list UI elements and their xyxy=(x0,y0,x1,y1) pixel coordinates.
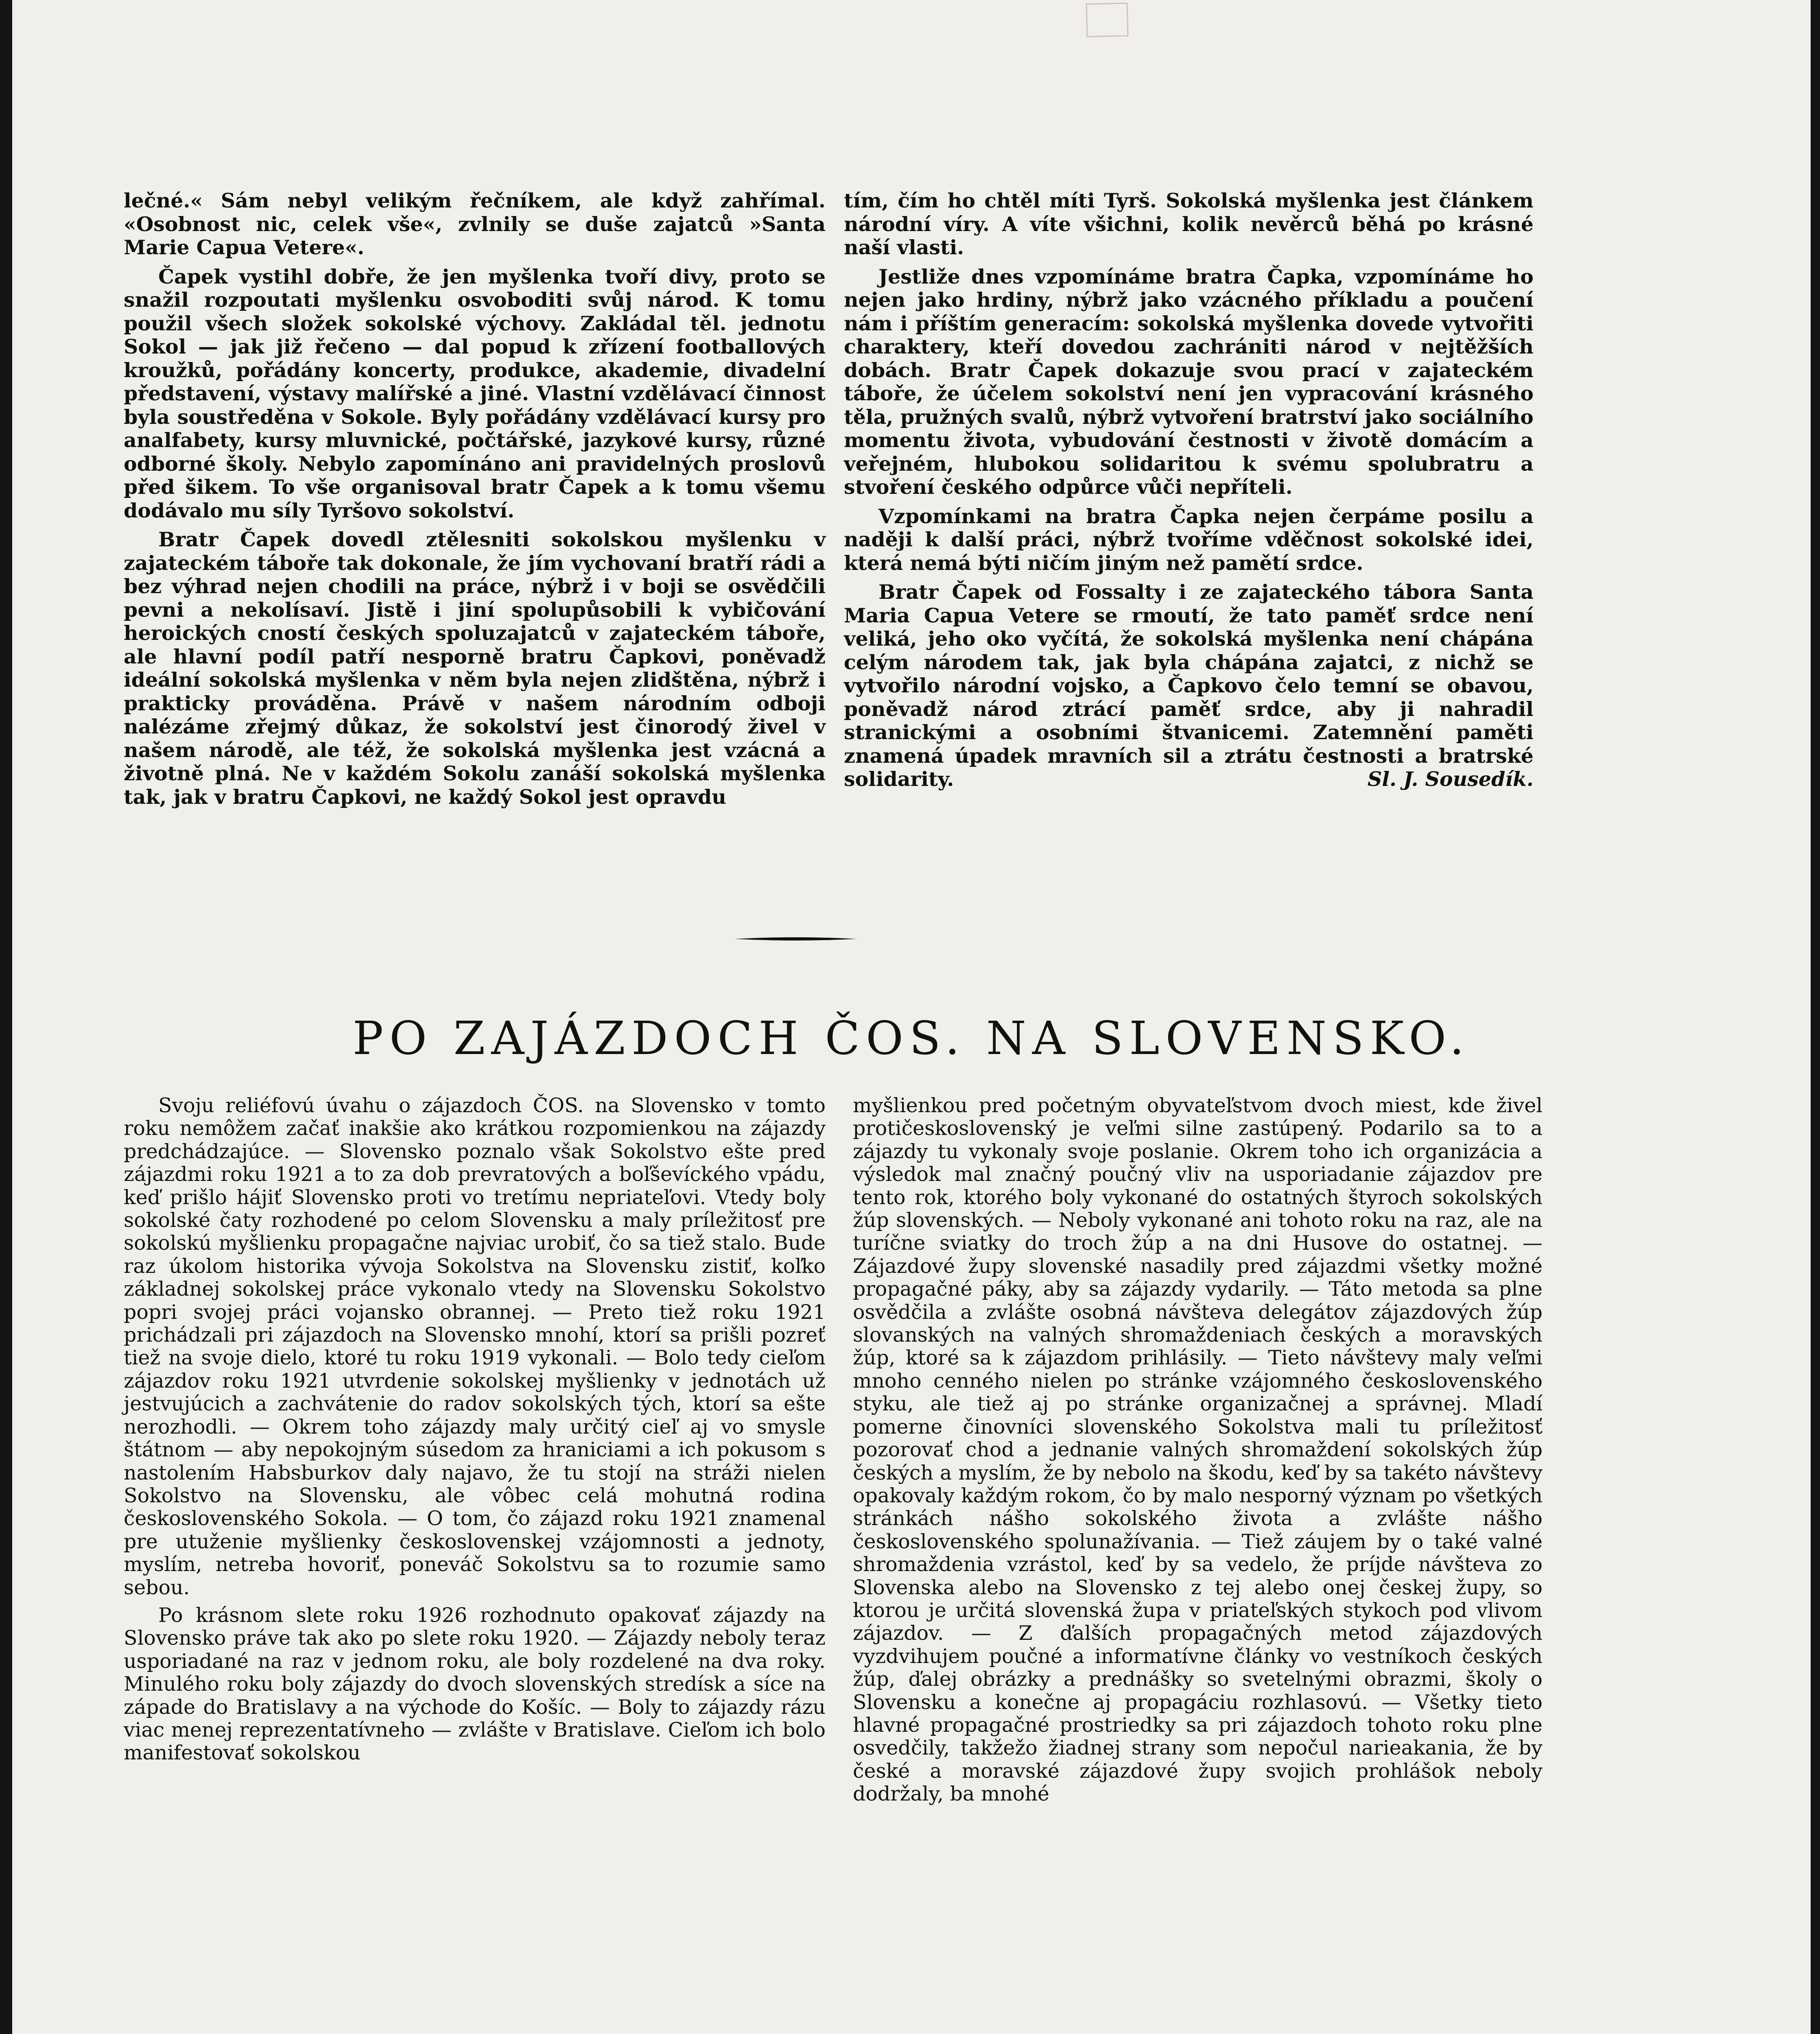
bottom-article-right-column xyxy=(853,1094,1543,1806)
paragraph xyxy=(844,581,1534,791)
scanned-page xyxy=(12,0,1811,2034)
paragraph: Jestliže dnes vzpomínáme bratra Čapka, vzpomínáme ho nejen jako hrdiny, nýbrž jako vzácného příkladu a poučení nám i příštím generacím: sokolská myšlenka dovede vytvořiti charaktery, kteří dovedou zachrániti národ v nejtěžších dobách. Bratr Čapek dokazuje svou prací v zajateckém táboře, že účelem sokolství není jen vypracování krásného těla, pružných svalů, nýbrž vytvoření bratrství jako sociálního momentu života, vybudování čestnosti v životě domácím a veřejném, hlubokou solidaritou k svému spolubratru a stvoření českého odpůrce vůči nepříteli. xyxy=(844,264,1534,499)
top-article-right-column xyxy=(844,189,1534,791)
section-divider xyxy=(734,936,856,942)
paragraph: Bratr Čapek dovedl ztělesniti sokolskou myšlenku v zajateckém táboře tak dokonale, že jím vychovaní bratří rádi a bez výhrad nejen chodili na práce, nýbrž i v boji se osvědčili pevni a nekolísaví. Jistě i jiní spolupůsobili k vybičování heroických cností českých spoluzajatců v zajateckém táboře, ale hlavní podíl patří nesporně bratru Čapkovi, poněvadž ideální sokolská myšlenka v něm byla nejen zlidštěna, nýbrž i prakticky prováděna. Právě v našem národním odboji nalézáme zřejmý důkaz, že sokolství jest činorodý živel v našem národě, ale též, že sokolská myšlenka jest vzácná a životně plná. Ne v každém Sokolu zanáší sokolská myšlenka tak, jak v bratru Čapkovi, ne každý Sokol jest opravdu xyxy=(124,528,826,809)
author-signature: Sl. J. Sousedík. xyxy=(1368,767,1534,791)
paragraph: tím, čím ho chtěl míti Tyrš. Sokolská myšlenka jest článkem národní víry. A víte všichni, kolik nevěrců běhá po krásné naší vlasti. xyxy=(844,189,1534,259)
top-article-left-column xyxy=(124,189,826,809)
bottom-article-left-column xyxy=(124,1094,826,1765)
paragraph: Po krásnom slete roku 1926 rozhodnuto opakovať zájazdy na Slovensko práve tak ako po slete roku 1920. — Zájazdy neboly teraz usporiadané na raz v jednom roku, ale boly rozdelené na dva roky. Minulého roku boly zájazdy do dvoch slovenských stredísk a síce na západe do Bratislavy a na východe do Košíc. — Boly to zájazdy rázu viac menej reprezentatívneho — zvlášte v Bratislave. Cieľom ich bolo manifestovať sokolskou xyxy=(124,1603,826,1765)
paragraph: lečné.« Sám nebyl velikým řečníkem, ale když zahřímal. «Osobnost nic, celek vše«, zvlnily se duše zajatců »Santa Marie Capua Vetere«. xyxy=(124,189,826,259)
article-headline: PO ZAJÁZDOCH ČOS. NA SLOVENSKO. xyxy=(352,1012,1470,1065)
paragraph: Čapek vystihl dobře, že jen myšlenka tvoří divy, proto se snažil rozpoutati myšlenku osvoboditi svůj národ. K tomu použil všech složek sokolské výchovy. Zakládal těl. jednotu Sokol — jak již řečeno — dal popud k zřízení footballových kroužků, pořádány koncerty, produkce, akademie, divadelní představení, výstavy malířské a jiné. Vlastní vzdělávací činnost byla soustředěna v Sokole. Byly pořádány vzdělávací kursy pro analfabety, kursy mluvnické, počtářské, jazykové kursy, různé odborné školy. Nebylo zapomínáno ani pravidelných proslovů před šikem. To vše organisoval bratr Čapek a k tomu všemu dodávalo mu síly Tyršovo sokolství. xyxy=(124,264,826,522)
paragraph: myšlienkou pred početným obyvateľstvom dvoch miest, kde živel protičeskoslovenský je veľmi silne zastúpený. Podarilo sa to a zájazdy tu vykonaly svoje poslanie. Okrem toho ich organizácia a výsledok mal značný poučný vliv na usporiadanie zájazdov pre tento rok, ktorého boly vykonané do ostatných štyroch sokolských žúp slovenských. — Neboly vykonané ani tohoto roku na raz, ale na turíčne sviatky do troch žúp a na dni Husove do ostatnej. — Zájazdové župy slovenské nasadily pred zájazdmi všetky možné propagačné páky, aby sa zájazdy vydarily. — Táto metoda sa plne osvědčila a zvlášte osobná návšteva delegátov zájazdových žúp slovanských na valných shromaždeniach českých a moravských žúp, ktoré sa k zájazdom prihlásily. — Tieto návštevy maly veľmi mnoho cenného nielen po stránke vzájomného československého styku, ale tiež aj po stránke organizačnej a správnej. Mladí pomerne činovníci slovenského Sokolstva mali tu príležitosť pozorovať chod a jednanie valných shromaždení sokolských žúp českých a myslím, že by nebolo na škodu, keď by sa takéto návštevy opakovaly každým rokom, čo by malo nesporný význam po všetkých stránkách nášho sokolského života a zvlášte nášho československého spolunažívania. — Tiež záujem by o také valné shromaždenia vzrástol, keď by sa vedelo, že príjde návšteva zo Slovenska alebo na Slovensko z tej alebo onej českej župy, so ktorou je určitá slovenská župa v priateľských stykoch pod vlivom zájazdov. — Z ďalších propagačných metod zájazdových vyzdvihujem poučné a informatívne články vo vestníkoch českých žúp, ďalej obrázky a prednášky so svetelnými obrazmi, školy o Slovensku a konečne aj propagáciu rozhlasovú. — Všetky tieto hlavné propagačné prostriedky sa pri zájazdoch tohoto roku plne osvedčily, takžežo žiadnej strany som nepočul narieakania, že by české a moravské zájazdové župy svojich prohlášok neboly dodržaly, ba mnohé xyxy=(853,1094,1543,1806)
paragraph: Svoju reliéfovú úvahu o zájazdoch ČOS. na Slovensko v tomto roku nemôžem začať inakšie ako krátkou rozpomienkou na zájazdy predchádzajúce. — Slovensko poznalo však Sokolstvo ešte pred zájazdmi roku 1921 a to za dob prevratových a boľševíckého vpádu, keď prišlo hájiť Slovensko proti vo tretímu nepriateľovi. Vtedy boly sokolské čaty rozhodené po celom Slovensku a maly príležitosť pre sokolskú myšlienku propagačne najviac urobiť, čo sa tiež stalo. Bude raz úkolom historika vývoja Sokolstva na Slovensku zistiť, koľko základnej sokolskej práce vykonalo vtedy na Slovensku Sokolstvo popri svojej práci vojansko obrannej. — Preto tiež roku 1921 prichádzali pri zájazdoch na Slovensko mnohí, ktorí sa prišli pozreť tiež na svoje dielo, ktoré tu roku 1919 vykonali. — Bolo tedy cieľom zájazdov roku 1921 utvrdenie sokolskej myšlienky v jednotách už jestvujúcich a zachvátenie do radov sokolských tých, ktorí sa ešte nerozhodli. — Okrem toho zájazdy maly určitý cieľ aj vo smysle štátnom — aby nepokojným súsedom za hraniciami a ich pokusom s nastolením Habsburkov daly najavo, že tu stojí na stráži nielen Sokolstvo na Slovensku, ale vôbec celá mohutná rodina československého Sokola. — O tom, čo zájazd roku 1921 znamenal pre utuženie myšlienky československej vzájomnosti a jednoty, myslím, netreba hovoriť, poneváč Sokolstvu sa to rozumie samo sebou. xyxy=(124,1094,826,1599)
paragraph-text: Bratr Čapek od Fossalty i ze zajateckého tábora Santa Maria Capua Vetere se rmoutí, že tato paměť srdce není veliká, jeho oko vyčítá, že sokolská myšlenka není chápána celým národem tak, jak byla chápána zajatci, z nichž se vytvořilo národní vojsko, a Čapkovo čelo temní se obavou, poněvadž národ ztrácí paměť srdce, aby ji nahradil stranickými a osobními štvanicemi. Zatemnění paměti znamená úpadek mravních sil a ztrátu čestnosti a bratrské solidarity. xyxy=(844,580,1534,791)
scan-artifact xyxy=(1082,0,1131,39)
paragraph: Vzpomínkami na bratra Čapka nejen čerpáme posilu a naději k další práci, nýbrž tvoříme vděčnost sokolské idei, která nemá býti ničím jiným než pamětí srdce. xyxy=(844,504,1534,575)
